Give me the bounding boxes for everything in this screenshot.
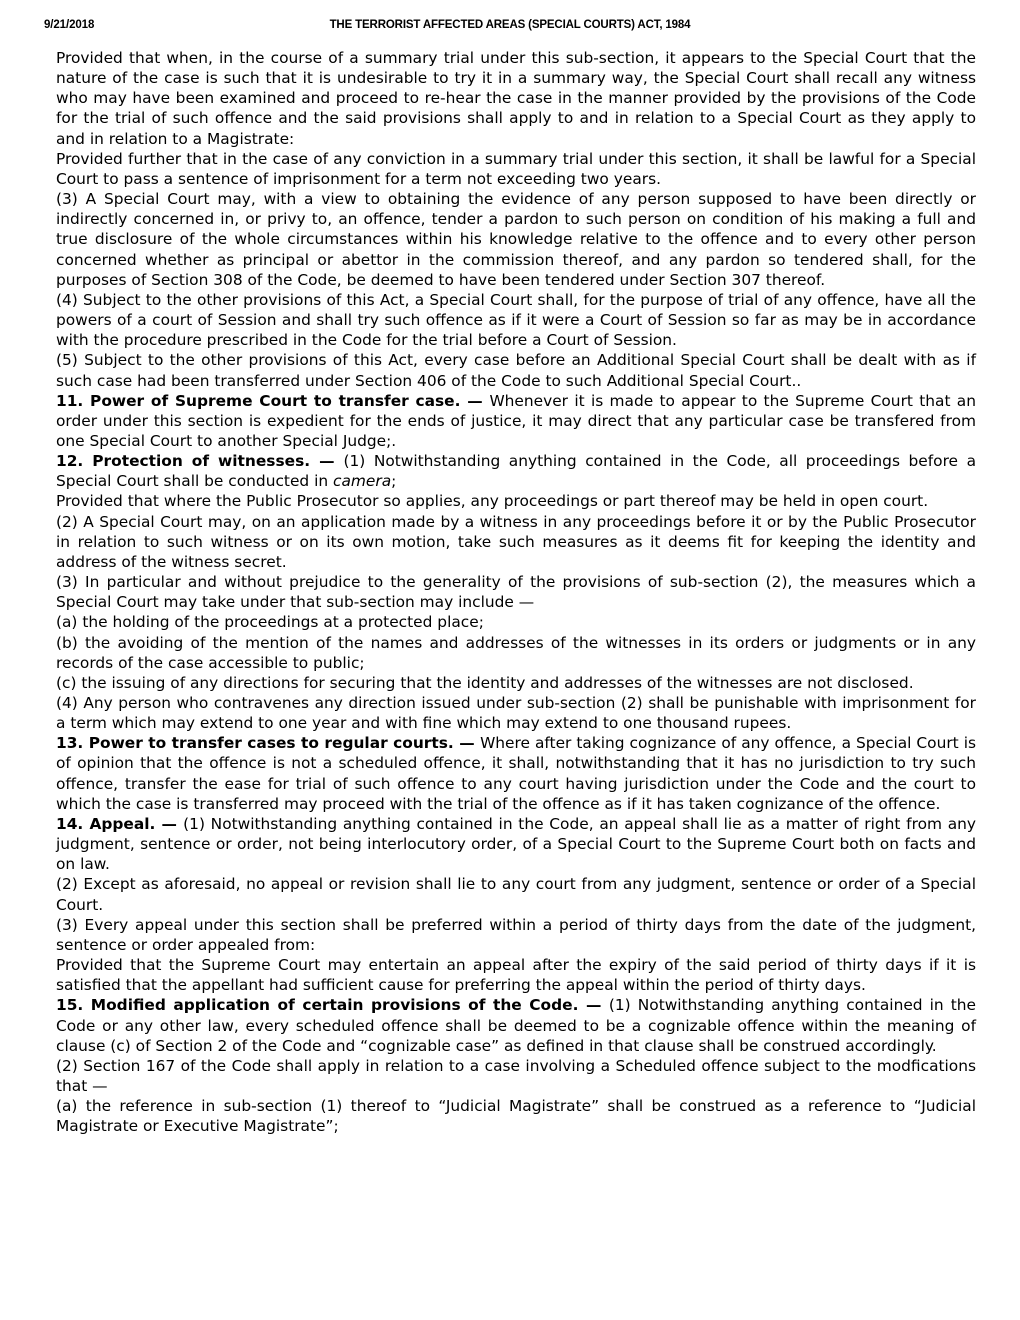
paragraph-text: (1) Notwithstanding anything contained in the Code, all proceedings before a Special Court shall be conducted in — [56, 452, 976, 491]
paragraph-text: (1) Notwithstanding anything contained in the Code or any other law, every scheduled offence shall be deemed to be a cognizable offence within the meaning of clause (c) of Section 2 of the Code and “cognizable case” as defined in that clause shall be construed accordingly. — [56, 996, 976, 1055]
paragraph-sec15-sub-2-a — [56, 1096, 976, 1136]
section-dash: — — [155, 814, 184, 833]
paragraph-text-tail: ; — [391, 472, 397, 491]
paragraph-proviso-supreme-court-expiry — [56, 955, 976, 995]
header-title: THE TERRORIST AFFECTED AREAS (SPECIAL COURTS) ACT, 1984 — [329, 19, 691, 31]
paragraph-text: (5) Subject to the other provisions of this Act, every case before an Additional Special Court shall be dealt with as if such case had been transferred under Section 406 of the Code to such Additional Special Court.. — [56, 351, 976, 390]
paragraph-text: Provided that when, in the course of a summary trial under this sub-section, it appears to the Special Court that the nature of the case is such that it is undesirable to try it in a summary way, the Special Court shall recall any witness who may have been examined and proceed to re-hear the case in the manner provided by the provisions of the Code for the trial of such offence and the said provisions shall apply to and in relation to a Special Court as they apply to and in relation to a Magistrate: — [56, 49, 976, 148]
paragraph-proviso-summary-trial — [56, 48, 976, 149]
paragraph-text: (3) A Special Court may, with a view to obtaining the evidence of any person supposed to have been directly or indirectly concerned in, or privy to, an offence, tender a pardon to such person on condition of his making a full and true disclosure of the whole circumstances within his knowledge relative to the offence and to every other person concerned whether as principal or abettor in the commission thereof, and any pardon so tendered shall, for the purposes of Section 308 of the Code, be deemed to have been tendered under Section 307 thereof. — [56, 190, 976, 289]
section-heading: 11. Power of Supreme Court to transfer case. — [56, 391, 461, 410]
paragraph-section-12 — [56, 451, 976, 491]
paragraph-section-14 — [56, 814, 976, 874]
paragraph-sub-4-powers-session — [56, 290, 976, 350]
section-heading: 15. Modified application of certain provisions of the Code. — [56, 996, 579, 1015]
section-heading: 12. Protection of witnesses. — [56, 452, 311, 471]
paragraph-sub-5-additional-special-court — [56, 350, 976, 390]
paragraph-text: (b) the avoiding of the mention of the names and addresses of the witnesses in its orders or judgments or in any records of the case accessible to public; — [56, 633, 976, 672]
paragraph-sec12-sub-2 — [56, 512, 976, 572]
paragraph-text: (c) the issuing of any directions for securing that the identity and addresses of the witnesses are not disclosed. — [56, 673, 914, 692]
paragraph-text: (3) In particular and without prejudice to the generality of the provisions of sub-section (2), the measures which a Special Court may take under that sub-section may include — — [56, 573, 976, 612]
paragraph-text: (1) Notwithstanding anything contained in the Code, an appeal shall lie as a matter of right from any judgment, sentence or order, not being interlocutory order, of a Special Court to the Supreme Court both on facts and on law. — [56, 814, 977, 874]
section-dash: — — [310, 452, 344, 471]
section-dash: — — [453, 734, 481, 753]
paragraph-text: (4) Subject to the other provisions of this Act, a Special Court shall, for the purpose of trial of any offence, have all the powers of a court of Session and shall try such offence as if it were a Court of Session so far as may be in accordance with the procedure prescribed in the Code for the trial before a Court of Session. — [56, 290, 976, 350]
paragraph-sec12-sub-3-b — [56, 633, 976, 673]
paragraph-section-13 — [56, 733, 976, 814]
document-body — [56, 48, 976, 1136]
paragraph-text: Provided further that in the case of any conviction in a summary trial under this section, it shall be lawful for a Special Court to pass a sentence of imprisonment for a term not exceeding two years. — [56, 149, 976, 188]
paragraph-sec12-sub-3 — [56, 572, 976, 612]
paragraph-section-11 — [56, 391, 976, 451]
paragraph-text: Provided that where the Public Prosecutor so applies, any proceedings or part thereof may be held in open court. — [56, 492, 929, 511]
paragraph-sec14-sub-3 — [56, 915, 976, 955]
paragraph-text: Provided that the Supreme Court may entertain an appeal after the expiry of the said period of thirty days if it is satisfied that the appellant had sufficient cause for preferring the appeal within the period of thirty days. — [56, 956, 976, 995]
header-date: 9/21/2018 — [44, 19, 95, 31]
paragraph-text: Whenever it is made to appear to the Supreme Court that an order under this section is expedient for the ends of justice, it may direct that any particular case be transfered from one Special Court to another Special Judge;. — [56, 391, 976, 450]
section-dash: — — [460, 391, 490, 410]
paragraph-text: (a) the reference in sub-section (1) thereof to “Judicial Magistrate” shall be construed as a reference to “Judicial Magistrate or Executive Magistrate”; — [56, 1097, 976, 1136]
paragraph-proviso-further-conviction — [56, 149, 976, 189]
paragraph-text: (2) A Special Court may, on an application made by a witness in any proceedings before it or by the Public Prosecutor in relation to such witness or on its own motion, take such measures as it deems fit for keeping the identity and address of the witness secret. — [56, 512, 976, 571]
paragraph-text: (2) Except as aforesaid, no appeal or revision shall lie to any court from any judgment, sentence or order of a Special Court. — [56, 875, 976, 914]
paragraph-sec12-sub-3-c — [56, 673, 976, 693]
section-heading: 13. Power to transfer cases to regular courts. — [56, 734, 454, 753]
paragraph-sec14-sub-2 — [56, 874, 976, 914]
paragraph-sec12-sub-3-a — [56, 612, 976, 632]
paragraph-sec15-sub-2 — [56, 1056, 976, 1096]
paragraph-text: (3) Every appeal under this section shall be preferred within a period of thirty days from the date of the judgment, sentence or order appealed from: — [56, 915, 976, 954]
section-dash: — — [578, 996, 609, 1015]
paragraph-sub-3-pardon — [56, 189, 976, 290]
paragraph-proviso-public-prosecutor — [56, 491, 976, 511]
paragraph-text: (4) Any person who contravenes any direction issued under sub-section (2) shall be punishable with imprisonment for a term which may extend to one year and with fine which may extend to one thousand rupees. — [56, 694, 976, 733]
paragraph-text: (2) Section 167 of the Code shall apply in relation to a case involving a Scheduled offence subject to the modfications that — — [56, 1056, 976, 1095]
section-heading: 14. Appeal. — [56, 814, 156, 833]
paragraph-sec12-sub-4 — [56, 693, 976, 733]
italic-term: camera — [333, 472, 392, 491]
paragraph-text: (a) the holding of the proceedings at a protected place; — [56, 613, 484, 632]
page-header — [0, 19, 1020, 37]
paragraph-section-15 — [56, 995, 976, 1055]
paragraph-text: Where after taking cognizance of any offence, a Special Court is of opinion that the offence is not a scheduled offence, it shall, notwithstanding that it has no jurisdiction to try such offence, transfer the ease for trial of such offence to any court having jurisdiction under the Code and the court to which the case is transferred may proceed with the trial of the offence as if it has taken cognizance of the offence. — [56, 734, 977, 813]
